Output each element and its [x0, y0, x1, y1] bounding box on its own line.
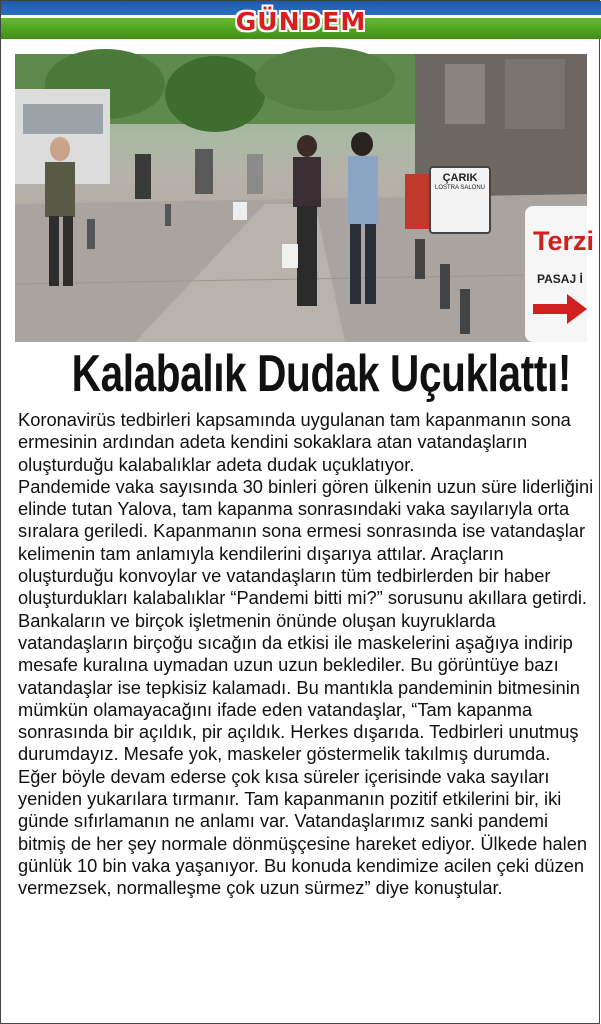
- article-paragraph: Bankaların ve birçok işletmenin önünde oluşan kuyruklarda vatandaşların birçoğu sıcağın da etkisi ile maskelerini aşağıya indirip mesafe kuralına uymadan uzun uzun beklediler. Bu görüntüye bazı vatandaşlar ise tepkisiz kalamadı. Bu mantıkla pandeminin bitmesinin mümkün olamayacağını ifade eden vatandaşlar, “Tam kapanma sonrasında bir açıldık, pir açıldık. Herkes dışarıda. Tedbirleri unutmuş durumdayız. Mesafe yok, maskeler göstermelik takılmış durumda. Eğer böyle devam ederse çok kısa süreler içerisinde vaka sayıları yeniden yukarılara tırmanır. Tam kapanmanın pozitif etkilerini bir, iki günde sıfırlamanın ne anlamı var. Vatandaşlarımız sanki pandemi bitmiş de her şey normale dönmüşçesine hareket ediyor. Ülkede halen günlük 10 bin vaka yaşanıyor. Bu konuda kendimize acilen çeki düzen vermezsek, normalleşme çok uzun sürmez” diye konuştular.: [18, 609, 588, 899]
- tailor-sign-name: Terzi: [533, 226, 595, 256]
- article-paragraph: Koronavirüs tedbirleri kapsamında uygulanan tam kapanmanın sona ermesinin ardından adeta kendini sokaklara atan vatandaşların oluşturduğu kalabalıklar adeta dudak uçuklatıyor.: [18, 409, 571, 475]
- shoe-shine-sign-subtitle: LOSTRA SALONU: [434, 185, 485, 191]
- tailor-sign-subtitle: PASAJ İ: [537, 272, 583, 286]
- shoe-shine-sign: [429, 166, 491, 234]
- article-headline: Kalabalık Dudak Uçuklattı!: [71, 345, 571, 403]
- arrow-right-icon: [533, 294, 587, 324]
- tailor-sign: [525, 206, 595, 342]
- shoe-shine-sign-name: ÇARIK: [442, 172, 478, 184]
- street-crowd-photo: [15, 54, 595, 342]
- article-body: [18, 409, 594, 900]
- street-scene-illustration: [15, 54, 587, 342]
- section-title: GÜNDEM: [235, 7, 367, 36]
- article-paragraph: Pandemide vaka sayısında 30 binleri gören ülkenin uzun süre liderliğini elinde tutan Yalova, tam kapanma sonrasındaki vaka sayılarıyla orta sıralara geriledi. Kapanmanın sona ermesi sonrasında ise vatandaşlar kelimenin tam anlamıyla kendilerini dışarıya attılar. Araçların oluşturduğu konvoylar ve vatandaşların tüm tedbirlerden bir haber oluşturdukları kalabalıklar “Pandemi bitti mi?” sorusunu akıllara getirdi.: [18, 475, 594, 609]
